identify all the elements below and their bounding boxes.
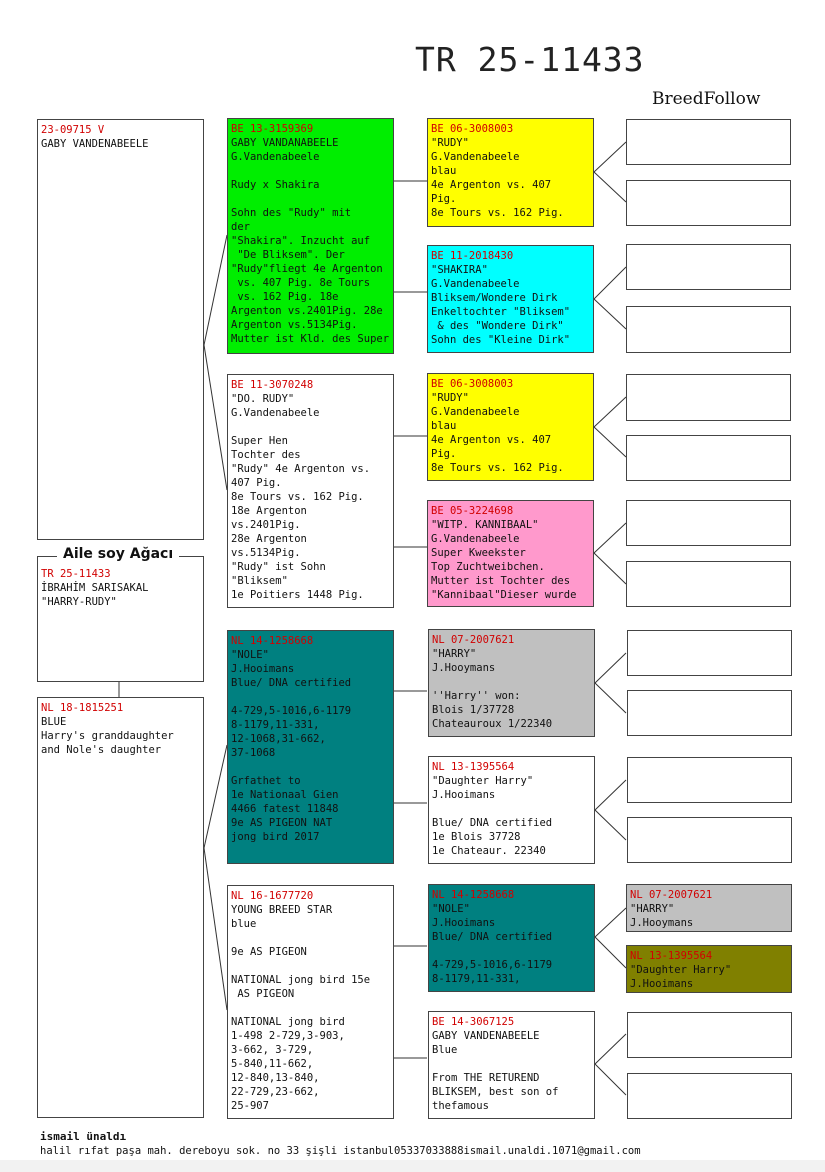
pigeon-card-empty[interactable] <box>627 817 792 863</box>
pigeon-card-ddss[interactable] <box>626 884 792 932</box>
pigeon-line: AS PIGEON <box>231 988 295 1000</box>
pigeon-line: "HARRY" <box>630 903 675 915</box>
pigeon-line: J.Hooimans <box>231 663 295 675</box>
pigeon-line: 12-840,13-840, <box>231 1072 320 1084</box>
pigeon-line: J.Hooymans <box>630 917 694 929</box>
pigeon-card-empty[interactable] <box>626 180 791 226</box>
pigeon-line: 8e Tours vs. 162 Pig. <box>431 207 564 219</box>
pigeon-line <box>231 1001 390 1015</box>
pigeon-line <box>231 164 390 178</box>
pigeon-line: "SHAKIRA" <box>431 264 488 276</box>
owner-address: halil rıfat paşa mah. dereboyu sok. no 33 şişli istanbul05337033888ismail.unaldi.1071@gmail.com <box>40 1145 641 1157</box>
pigeon-line: "RUDY" <box>431 392 469 404</box>
pigeon-line: thefamous <box>432 1100 489 1112</box>
pigeon-line: NATIONAL jong bird <box>231 1016 345 1028</box>
pigeon-line <box>231 931 390 945</box>
pigeon-line: "NOLE" <box>432 903 470 915</box>
pigeon-line: ''Harry'' won: <box>432 690 521 702</box>
pigeon-line: blue <box>231 918 257 930</box>
pigeon-card-dam-sire[interactable] <box>227 630 394 864</box>
ring-number: BE 14-3067125 <box>432 1016 515 1028</box>
pigeon-line: J.Hooymans <box>432 662 496 674</box>
pigeon-line: 9e AS PIGEON NAT <box>231 817 333 829</box>
pigeon-card-empty[interactable] <box>626 119 791 165</box>
pigeon-line: "Daughter Harry" <box>432 775 534 787</box>
pigeon-line <box>231 959 390 973</box>
pigeon-line: GABY VANDENABEELE <box>432 1030 540 1042</box>
pigeon-line: vs.5134Pig. <box>231 547 301 559</box>
pigeon-card-empty[interactable] <box>626 306 791 353</box>
pigeon-card-empty[interactable] <box>627 1073 792 1119</box>
pigeon-card-dsd[interactable] <box>428 756 595 864</box>
pigeon-line: 407 Pig. <box>231 477 282 489</box>
pigeon-line <box>231 760 390 774</box>
pigeon-line: Sohn des "Rudy" mit <box>231 207 352 219</box>
pigeon-card-ssd[interactable] <box>427 245 594 353</box>
pigeon-line: 37-1068 <box>231 747 276 759</box>
pigeon-line: GABY VANDENABEELE <box>41 138 149 150</box>
pigeon-line: Mutter ist Tochter des <box>431 575 571 587</box>
pigeon-line: Top Zuchtweibchen. <box>431 561 545 573</box>
pigeon-line: J.Hooimans <box>432 789 496 801</box>
pigeon-line: "Rudy" ist Sohn <box>231 561 326 573</box>
pigeon-line: "WITP. KANNIBAAL" <box>431 519 539 531</box>
pigeon-line: 22-729,23-662, <box>231 1086 320 1098</box>
pigeon-card-ddd[interactable] <box>428 1011 595 1119</box>
pigeon-line: 28e Argenton <box>231 533 307 545</box>
pigeon-line: 5-840,11-662, <box>231 1058 314 1070</box>
pigeon-card-sss[interactable] <box>427 118 594 227</box>
pigeon-line: and Nole's daughter <box>41 744 162 756</box>
pigeon-line: blau <box>431 420 457 432</box>
ring-number: 23-09715 V <box>41 124 105 136</box>
pigeon-line: blau <box>431 165 457 177</box>
pigeon-line: 12-1068,31-662, <box>231 733 326 745</box>
ring-number: NL 07-2007621 <box>432 634 515 646</box>
ring-number: BE 06-3008003 <box>431 123 514 135</box>
pigeon-line: 1-498 2-729,3-903, <box>231 1030 345 1042</box>
pigeon-line: 1e Blois 37728 <box>432 831 521 843</box>
pigeon-line: "Rudy" 4e Argenton vs. <box>231 463 371 475</box>
family-tree-label: Aile soy Ağacı <box>57 546 179 562</box>
pigeon-card-empty[interactable] <box>627 630 792 676</box>
pigeon-line: 3-662, 3-729, <box>231 1044 314 1056</box>
ring-number: NL 14-1258668 <box>231 635 314 647</box>
pigeon-line: 1e Nationaal Gien <box>231 789 339 801</box>
pigeon-card-dss[interactable] <box>428 629 595 737</box>
pigeon-line: "DO. RUDY" <box>231 393 295 405</box>
pigeon-line: BLIKSEM, best son of <box>432 1086 559 1098</box>
pigeon-card-empty[interactable] <box>627 1012 792 1058</box>
pigeon-line: "HARRY-RUDY" <box>41 596 117 608</box>
pigeon-line: 4e Argenton vs. 407 <box>431 434 552 446</box>
pigeon-card-empty[interactable] <box>626 435 791 481</box>
pigeon-line: vs. 162 Pig. 18e <box>231 291 339 303</box>
pigeon-line: J.Hooimans <box>630 978 694 990</box>
pigeon-line: Blois 1/37728 <box>432 704 515 716</box>
ring-number: TR 25-11433 <box>41 568 111 580</box>
pigeon-line: 4466 fatest 11848 <box>231 803 339 815</box>
pigeon-line: "Kannibaal"Dieser wurde <box>431 589 577 601</box>
ring-number: NL 13-1395564 <box>432 761 515 773</box>
pigeon-line: Blue <box>432 1044 458 1056</box>
pigeon-line: 4e Argenton vs. 407 <box>431 179 552 191</box>
pigeon-line: Chateauroux 1/22340 <box>432 718 553 730</box>
pigeon-line: 4-729,5-1016,6-1179 <box>432 959 553 971</box>
pigeon-line: "Shakira". Inzucht auf <box>231 235 371 247</box>
ring-number: NL 14-1258668 <box>432 889 515 901</box>
ring-number: NL 07-2007621 <box>630 889 713 901</box>
pigeon-line: Super Kweekster <box>431 547 526 559</box>
pigeon-line: & des "Wondere Dirk" <box>431 320 564 332</box>
pigeon-line: 1e Chateaur. 22340 <box>432 845 546 857</box>
pigeon-line: Argenton vs.2401Pig. 28e <box>231 305 383 317</box>
pigeon-line: vs. 407 Pig. 8e Tours <box>231 277 371 289</box>
page-title: TR 25-11433 <box>415 40 645 79</box>
pigeon-card-empty[interactable] <box>626 500 791 546</box>
pigeon-card-dam[interactable] <box>37 697 204 1118</box>
pigeon-line: Harry's granddaughter <box>41 730 174 742</box>
pigeon-card-sdd[interactable] <box>427 500 594 607</box>
pigeon-line: İBRAHİM SARISAKAL <box>41 582 149 594</box>
ring-number: NL 16-1677720 <box>231 890 314 902</box>
pigeon-line: G.Vandenabeele <box>431 278 520 290</box>
pigeon-line: YOUNG BREED STAR <box>231 904 333 916</box>
pigeon-line: "HARRY" <box>432 648 477 660</box>
pigeon-card-subject[interactable] <box>37 556 204 682</box>
pigeon-line <box>231 690 390 704</box>
pigeon-line: G.Vandenabeele <box>231 407 320 419</box>
pigeon-line: Tochter des <box>231 449 301 461</box>
pigeon-card-empty[interactable] <box>627 690 792 736</box>
pigeon-line: J.Hooimans <box>432 917 496 929</box>
pigeon-line <box>432 944 591 958</box>
pigeon-line: der <box>231 221 250 233</box>
pigeon-line: GABY VANDANABEELE <box>231 137 339 149</box>
pigeon-line <box>432 802 591 816</box>
pigeon-line: Blue/ DNA certified <box>231 677 352 689</box>
pigeon-line: Super Hen <box>231 435 288 447</box>
brand-label: BreedFollow <box>652 89 761 109</box>
pigeon-line: "Bliksem" <box>231 575 288 587</box>
pigeon-line: jong bird 2017 <box>231 831 320 843</box>
pigeon-line: "NOLE" <box>231 649 269 661</box>
pigeon-card-ddsd[interactable] <box>626 945 792 993</box>
pigeon-card-sire[interactable] <box>37 119 204 540</box>
pigeon-line: Enkeltochter "Bliksem" <box>431 306 571 318</box>
pigeon-line: 8-1179,11-331, <box>231 719 320 731</box>
pigeon-line: Blue/ DNA certified <box>432 931 553 943</box>
pigeon-line: 8-1179,11-331, <box>432 973 521 985</box>
pigeon-line: Pig. <box>431 193 457 205</box>
pigeon-line <box>432 1057 591 1071</box>
pigeon-card-dam-dam[interactable] <box>227 885 394 1119</box>
ring-number: NL 13-1395564 <box>630 950 713 962</box>
ring-number: BE 13-3159369 <box>231 123 314 135</box>
pigeon-card-sds[interactable] <box>427 373 594 481</box>
pigeon-card-sire-dam[interactable] <box>227 374 394 608</box>
pigeon-line: Sohn des "Kleine Dirk" <box>431 334 571 346</box>
pigeon-card-empty[interactable] <box>626 244 791 290</box>
pigeon-line: 4-729,5-1016,6-1179 <box>231 705 352 717</box>
pigeon-line: Pig. <box>431 448 457 460</box>
pigeon-line: BLUE <box>41 716 67 728</box>
pigeon-card-empty[interactable] <box>627 757 792 803</box>
pigeon-line: Mutter ist Kld. des Super <box>231 333 390 345</box>
pigeon-line: 18e Argenton <box>231 505 307 517</box>
pigeon-line <box>231 420 390 434</box>
pigeon-line: "Daughter Harry" <box>630 964 732 976</box>
ring-number: BE 06-3008003 <box>431 378 514 390</box>
pigeon-line: 25-907 <box>231 1100 269 1112</box>
pigeon-line: Argenton vs.5134Pig. <box>231 319 358 331</box>
ring-number: BE 05-3224698 <box>431 505 514 517</box>
pigeon-line: From THE RETUREND <box>432 1072 540 1084</box>
pigeon-line: 9e AS PIGEON <box>231 946 307 958</box>
pigeon-line: G.Vandenabeele <box>431 533 520 545</box>
pigeon-line: 8e Tours vs. 162 Pig. <box>431 462 564 474</box>
pigeon-card-dds[interactable] <box>428 884 595 992</box>
pigeon-line: 8e Tours vs. 162 Pig. <box>231 491 364 503</box>
ring-number: BE 11-2018430 <box>431 250 514 262</box>
pigeon-card-empty[interactable] <box>626 374 791 421</box>
pigeon-line: vs.2401Pig. <box>231 519 301 531</box>
pigeon-line: G.Vandenabeele <box>431 151 520 163</box>
pigeon-line: "De Bliksem". Der <box>231 249 345 261</box>
pigeon-line <box>432 675 591 689</box>
pigeon-line: "Rudy"fliegt 4e Argenton <box>231 263 383 275</box>
pigeon-line: 1e Poitiers 1448 Pig. <box>231 589 364 601</box>
pigeon-line: G.Vandenabeele <box>231 151 320 163</box>
pigeon-card-sire-sire[interactable] <box>227 118 394 354</box>
pigeon-card-empty[interactable] <box>626 561 791 607</box>
pigeon-line: Bliksem/Wondere Dirk <box>431 292 558 304</box>
pigeon-line: Grfathet to <box>231 775 301 787</box>
pigeon-line: NATIONAL jong bird 15e <box>231 974 371 986</box>
pigeon-line: Rudy x Shakira <box>231 179 320 191</box>
pigeon-line <box>231 192 390 206</box>
ring-number: NL 18-1815251 <box>41 702 124 714</box>
owner-name: ismail ünaldı <box>40 1130 127 1143</box>
bottom-band <box>0 1160 825 1172</box>
ring-number: BE 11-3070248 <box>231 379 314 391</box>
pigeon-line: G.Vandenabeele <box>431 406 520 418</box>
pigeon-line: "RUDY" <box>431 137 469 149</box>
pigeon-line: Blue/ DNA certified <box>432 817 553 829</box>
